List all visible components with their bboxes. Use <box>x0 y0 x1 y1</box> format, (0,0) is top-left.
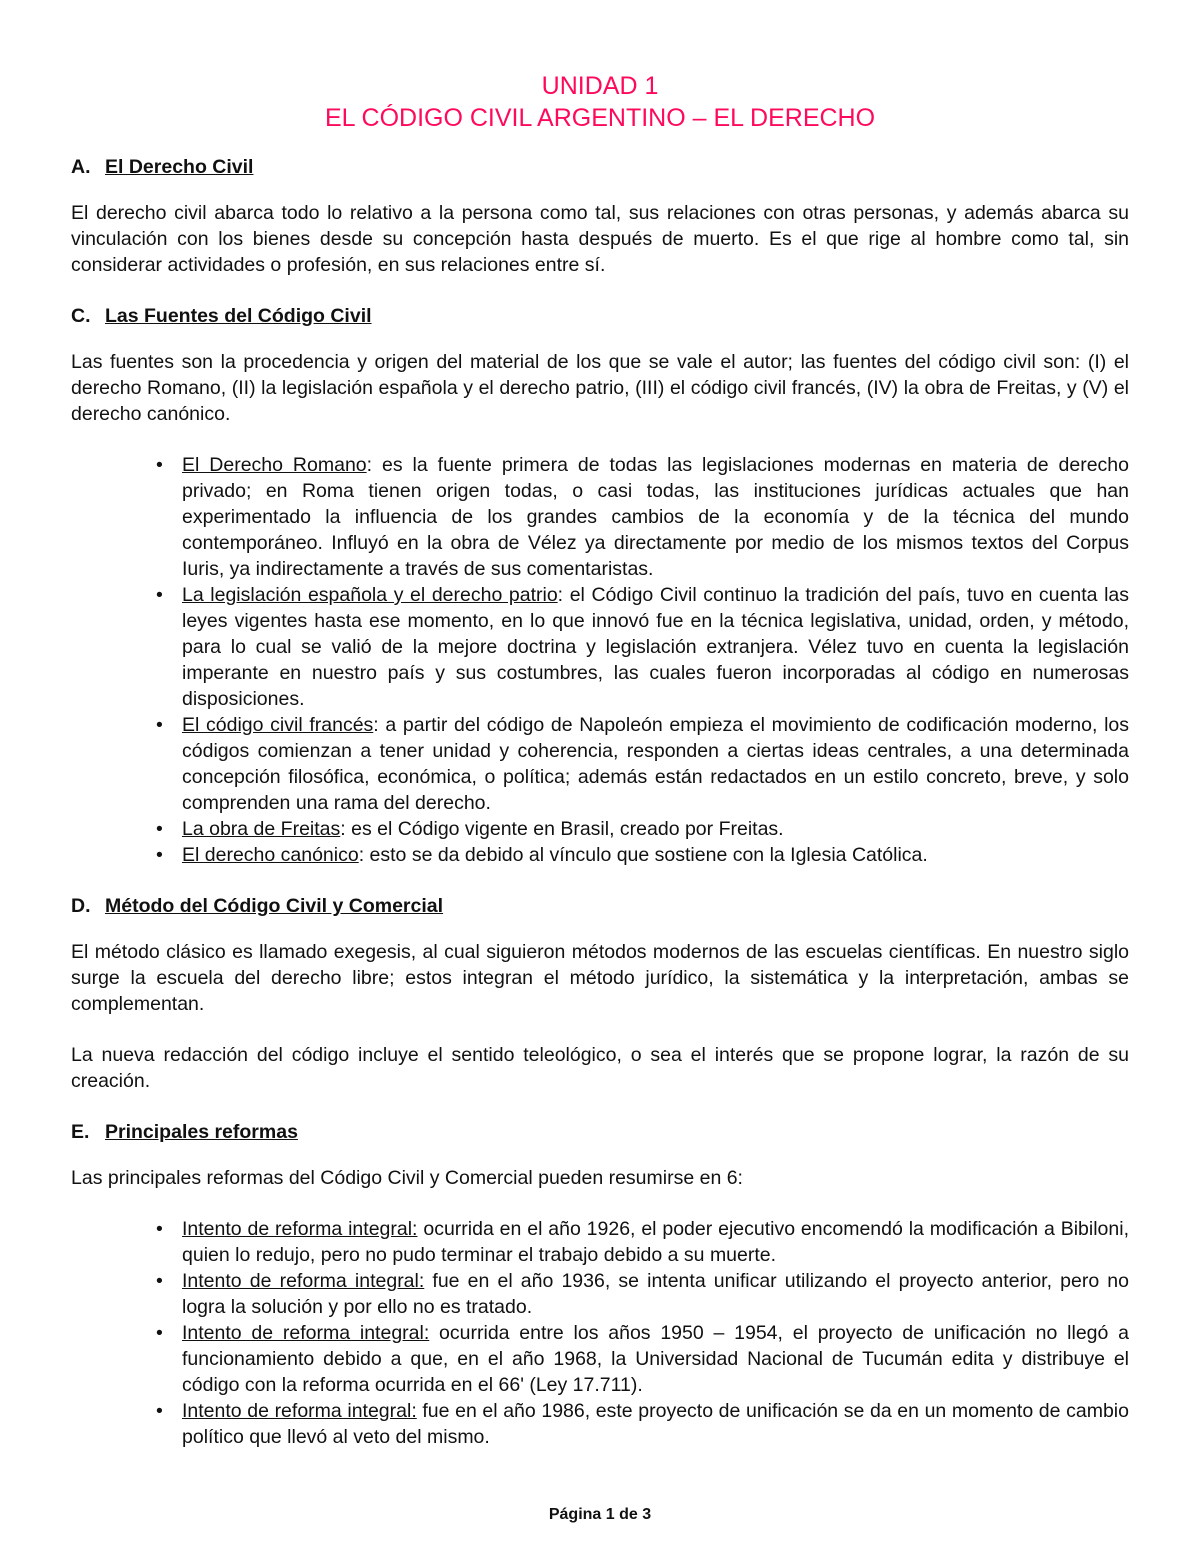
bullet-icon: • <box>156 1322 163 1344</box>
list-item-text: : a partir del código de Napoleón empieza el movimiento de codificación moderno, los códigos comienzan a tener unidad y coherencia, responden a ciertas ideas centrales, a una determinada concepción filosófica, económica, o política; además están redactados en un estilo concreto, breve, y solo comprenden una rama del derecho. <box>182 714 1129 814</box>
section-e-heading <box>71 1119 1129 1145</box>
list-item-text: : es el Código vigente en Brasil, creado por Freitas. <box>340 818 784 840</box>
list-item <box>156 816 1129 842</box>
list-item-term: El código civil francés <box>182 714 374 736</box>
title-line-1: UNIDAD 1 <box>541 72 659 100</box>
section-e-intro: Las principales reformas del Código Civil y Comercial pueden resumirse en 6: <box>71 1167 743 1189</box>
bullet-icon: • <box>156 584 163 606</box>
list-item-term: Intento de reforma integral: <box>182 1270 425 1292</box>
document-title <box>71 70 1129 134</box>
section-title: Las Fuentes del Código Civil <box>105 305 372 327</box>
list-item-term: El derecho canónico <box>182 844 359 866</box>
bullet-icon: • <box>156 1270 163 1292</box>
section-letter: D. <box>71 895 91 917</box>
section-letter: E. <box>71 1121 90 1143</box>
list-item-text: ocurrida en el año 1926, el poder ejecutivo encomendó la modificación a Bibiloni, quien lo redujo, pero no pudo terminar el trabajo debido a su muerte. <box>182 1218 1129 1266</box>
list-item <box>156 712 1129 816</box>
bullet-icon: • <box>156 818 163 840</box>
list-item-term: Intento de reforma integral: <box>182 1322 430 1344</box>
section-title: El Derecho Civil <box>105 156 254 178</box>
list-item-term: Intento de reforma integral: <box>182 1400 417 1422</box>
section-letter: C. <box>71 305 91 327</box>
bullet-icon: • <box>156 844 163 866</box>
bullet-icon: • <box>156 1400 163 1422</box>
section-c-intro: Las fuentes son la procedencia y origen del material de los que se vale el autor; las fuentes del código civil son: (I) el derecho Romano, (II) la legislación española y el derecho patrio, (III) el código civil francés, (IV) la obra de Freitas, y (V) el derecho canónico. <box>71 351 1129 425</box>
list-item-term: El Derecho Romano <box>182 454 367 476</box>
section-title: Principales reformas <box>105 1121 298 1143</box>
list-item <box>156 1216 1129 1268</box>
list-item <box>156 1268 1129 1320</box>
list-item-text: fue en el año 1936, se intenta unificar utilizando el proyecto anterior, pero no logra la solución y por ello no es tratado. <box>182 1270 1129 1318</box>
section-a-paragraph: El derecho civil abarca todo lo relativo a la persona como tal, sus relaciones con otras personas, y además abarca su vinculación con los bienes desde su concepción hasta después de muerto. Es el que rige al hombre como tal, sin considerar actividades o profesión, en sus relaciones entre sí. <box>71 202 1129 276</box>
section-title: Método del Código Civil y Comercial <box>105 895 444 917</box>
section-c-heading <box>71 303 1129 329</box>
list-item-text: : el Código Civil continuo la tradición del país, tuvo en cuenta las leyes vigentes hasta ese momento, en lo que innovó fue en la técnica legislativa, unidad, orden, y método, para lo cual se valió de la mejore doctrina y legislación extranjera. Vélez tuvo en cuenta la legislación imperante en nuestro país y sus costumbres, las cuales fueron incorporadas al código en numerosas disposiciones. <box>182 584 1129 710</box>
bullet-icon: • <box>156 1218 163 1240</box>
bullet-icon: • <box>156 454 163 476</box>
list-item-text: : esto se da debido al vínculo que sostiene con la Iglesia Católica. <box>358 844 928 866</box>
list-item <box>156 1398 1129 1450</box>
list-item <box>156 582 1129 712</box>
title-line-2: EL CÓDIGO CIVIL ARGENTINO – EL DERECHO <box>324 104 876 132</box>
sources-list <box>71 452 1129 868</box>
list-item-text: ocurrida entre los años 1950 – 1954, el proyecto de unificación no llegó a funcionamiento debido a que, en el año 1968, la Universidad Nacional de Tucumán edita y distribuye el código con la reforma ocurrida en el 66' (Ley 17.711). <box>182 1322 1130 1396</box>
list-item-term: La legislación española y el derecho patrio <box>182 584 558 606</box>
section-d-paragraph-1: El método clásico es llamado exegesis, al cual siguieron métodos modernos de las escuelas científicas. En nuestro siglo surge la escuela del derecho libre; estos integran el método jurídico, la sistemática y la interpretación, ambas se complementan. <box>71 941 1129 1015</box>
section-d-paragraph-2: La nueva redacción del código incluye el sentido teleológico, o sea el interés que se propone lograr, la razón de su creación. <box>71 1044 1129 1092</box>
section-a-heading <box>71 154 1129 180</box>
section-letter: A. <box>71 156 91 178</box>
list-item-term: Intento de reforma integral: <box>182 1218 418 1240</box>
list-item <box>156 452 1129 582</box>
list-item-text: : es la fuente primera de todas las legislaciones modernas en materia de derecho privado; en Roma tienen origen todas, o casi todas, las instituciones jurídicas actuales que han experimentado la influencia de los grandes cambios de la economía y de la técnica del mundo contemporáneo. Influyó en la obra de Vélez ya directamente por medio de los mismos textos del Corpus Iuris, ya indirectamente a través de sus comentaristas. <box>182 454 1129 580</box>
bullet-icon: • <box>156 714 163 736</box>
page-footer: Página 1 de 3 <box>548 1506 652 1523</box>
list-item-term: La obra de Freitas <box>182 818 341 840</box>
reforms-list <box>71 1216 1129 1450</box>
list-item <box>156 842 1129 868</box>
list-item <box>156 1320 1130 1398</box>
section-d-heading <box>71 893 1129 919</box>
list-item-text: fue en el año 1986, este proyecto de unificación se da en un momento de cambio político que llevó al veto del mismo. <box>182 1400 1129 1448</box>
